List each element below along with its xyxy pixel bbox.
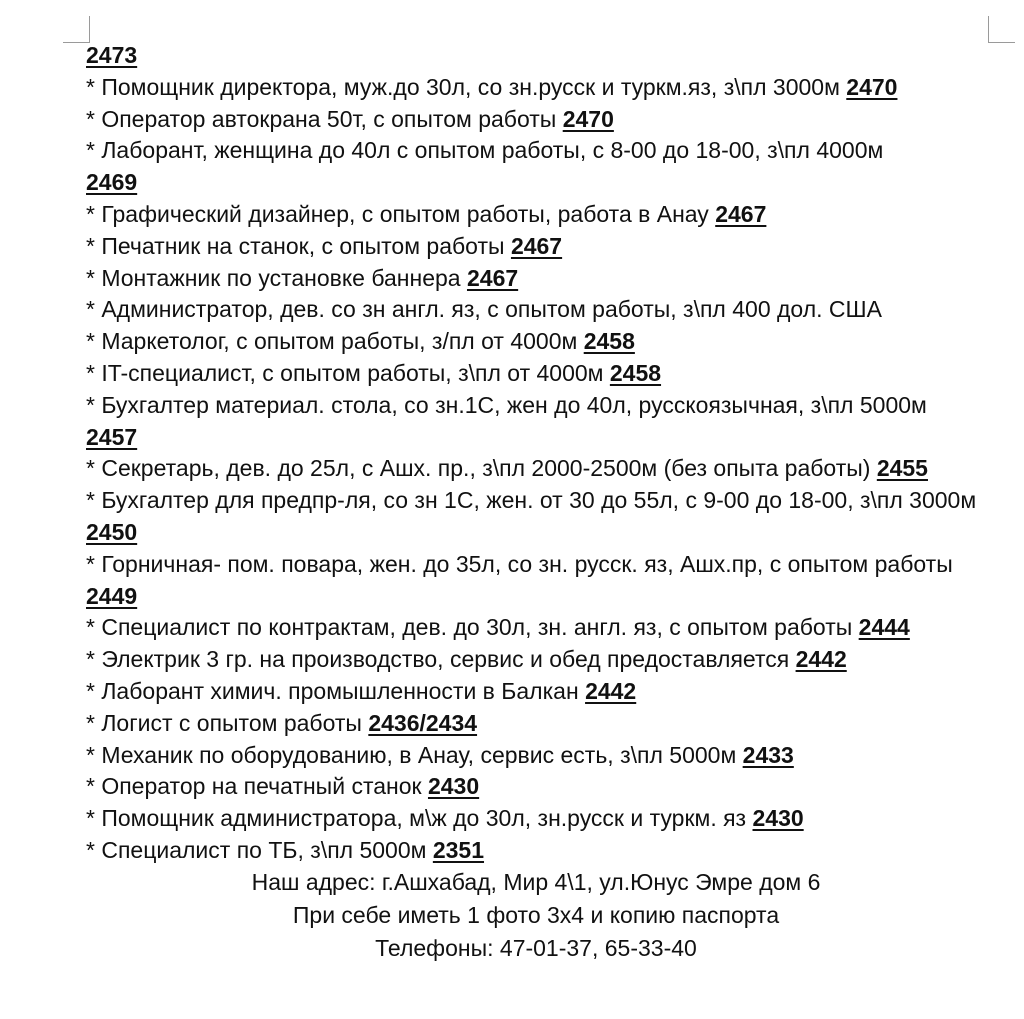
crop-mark-top-right xyxy=(988,16,1015,43)
listing-ref: 2430 xyxy=(427,773,480,800)
listing-ref: 2470 xyxy=(846,73,898,100)
listing-ref: 2467 xyxy=(466,264,519,291)
listing-item xyxy=(86,390,986,454)
listing-item xyxy=(86,199,986,231)
listing-text: * Специалист по ТБ, з\пл 5000м xyxy=(86,836,433,863)
phones-line: Телефоны: 47-01-37, 65-33-40 xyxy=(375,935,697,961)
listing-text: * Специалист по контрактам, дев. до 30л, зн. англ. яз, с опытом работы xyxy=(86,614,859,641)
listing-text: * Графический дизайнер, с опытом работы, работа в Анау xyxy=(86,200,716,227)
listing-item xyxy=(86,771,986,803)
listing-text: * Маркетолог, с опытом работы, з/пл от 4000м xyxy=(86,328,584,355)
listing-text: * Оператор автокрана 50т, с опытом работы xyxy=(86,105,563,132)
listing-text: * IT-специалист, с опытом работы, з\пл от 4000м xyxy=(86,359,610,386)
listing-ref: 2457 xyxy=(86,423,138,450)
listing-item xyxy=(86,231,986,263)
listing-text: * Лаборант химич. промышленности в Балкан xyxy=(86,677,586,704)
listing-ref: 2467 xyxy=(510,232,563,259)
listing-item xyxy=(86,740,986,772)
listing-text: * Помощник администратора, м\ж до 30л, зн.русск и туркм. яз xyxy=(86,805,753,832)
listing-ref: 2458 xyxy=(609,359,662,386)
listing-ref: 2467 xyxy=(715,200,767,227)
listing-text: * Лаборант, женщина до 40л с опытом работы, с 8-00 до 18-00, з\пл 4000м xyxy=(86,137,884,164)
contact-footer xyxy=(86,866,986,965)
listing-ref: 2455 xyxy=(876,455,928,482)
crop-mark-top-left xyxy=(63,16,90,43)
listing-text: * Монтажник по установке баннера xyxy=(86,264,467,291)
listing-text: * Оператор на печатный станок xyxy=(86,773,428,800)
listing-ref: 2351 xyxy=(432,836,485,863)
listing-ref: 2470 xyxy=(562,105,614,132)
listing-item xyxy=(86,835,986,867)
listing-ref: 2458 xyxy=(583,328,635,355)
listing-text: * Механик по оборудованию, в Анау, сервис есть, з\пл 5000м xyxy=(86,741,743,768)
listing-item xyxy=(86,612,986,644)
listing-item xyxy=(86,708,986,740)
listing-ref: 2450 xyxy=(86,518,138,545)
listing-item xyxy=(86,263,986,295)
listing-text: * Печатник на станок, с опытом работы xyxy=(86,232,511,259)
listing-text: * Логист с опытом работы xyxy=(86,709,369,736)
listing-ref: 2430 xyxy=(752,805,804,832)
documents-note: При себе иметь 1 фото 3х4 и копию паспорта xyxy=(292,902,780,928)
listing-text: * Администратор, дев. со зн англ. яз, с опытом работы, з\пл 400 дол. США xyxy=(86,296,882,323)
job-listings xyxy=(86,40,986,867)
listing-item xyxy=(86,135,986,199)
listing-item xyxy=(86,644,986,676)
address-line: Наш адрес: г.Ашхабад, Мир 4\1, ул.Юнус Эмре дом 6 xyxy=(251,869,821,895)
listing-item xyxy=(86,358,986,390)
listing-ref: 2436/2434 xyxy=(368,709,478,736)
listing-ref: 2433 xyxy=(742,741,794,768)
listing-item xyxy=(86,676,986,708)
listing-text: * Секретарь, дев. до 25л, с Ашх. пр., з\пл 2000-2500м (без опыта работы) xyxy=(86,455,877,482)
listing-text: * Бухгалтер для предпр-ля, со зн 1С, жен. от 30 до 55л, с 9-00 до 18-00, з\пл 3000м xyxy=(86,487,977,514)
listing-item xyxy=(86,72,986,104)
listing-text: * Помощник директора, муж.до 30л, со зн.русск и туркм.яз, з\пл 3000м xyxy=(86,73,847,100)
listing-item xyxy=(86,453,986,485)
listing-text: * Электрик 3 гр. на производство, сервис и обед предоставляется xyxy=(86,646,796,673)
listing-ref: 2442 xyxy=(795,646,847,673)
listing-text: * Бухгалтер материал. стола, со зн.1С, жен до 40л, русскоязычная, з\пл 5000м xyxy=(86,391,927,418)
listing-ref: 2449 xyxy=(86,582,138,609)
listing-ref: 2444 xyxy=(858,614,910,641)
listing-ref-line xyxy=(86,40,986,72)
listing-text: * Горничная- пом. повара, жен. до 35л, со зн. русск. яз, Ашх.пр, с опытом работы xyxy=(86,550,953,577)
listing-item xyxy=(86,104,986,136)
listing-item xyxy=(86,803,986,835)
listing-ref: 2469 xyxy=(86,169,138,196)
listing-item xyxy=(86,485,986,549)
listing-item xyxy=(86,294,986,326)
listing-ref: 2442 xyxy=(585,677,637,704)
listing-item xyxy=(86,326,986,358)
listing-ref: 2473 xyxy=(86,42,138,68)
listing-item xyxy=(86,549,986,613)
